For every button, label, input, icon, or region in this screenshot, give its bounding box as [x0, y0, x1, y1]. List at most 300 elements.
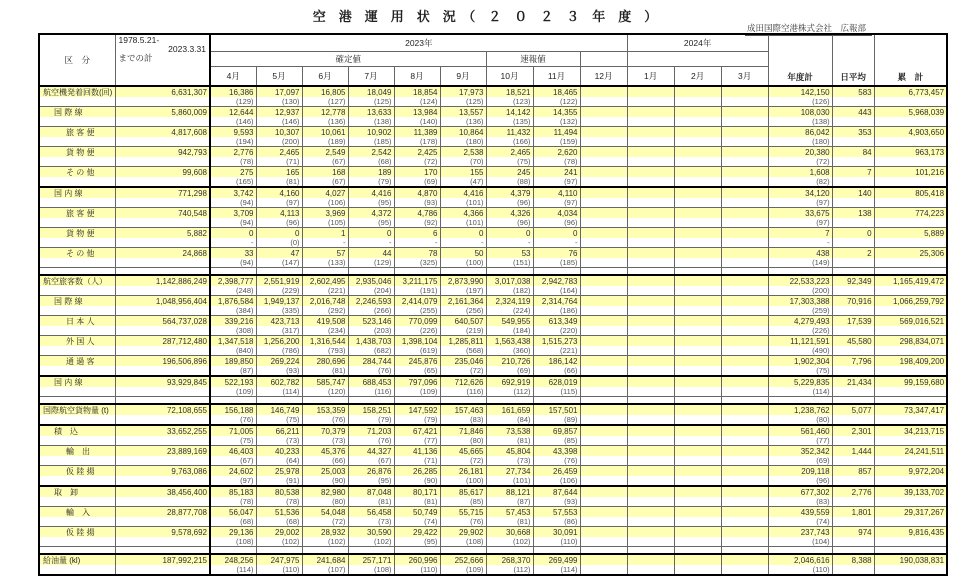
- cell-month-percent: [627, 238, 674, 248]
- cell-month-percent: [674, 565, 721, 575]
- cell-month-value: [627, 86, 674, 97]
- cell-cumulative: 1,066,259,792: [874, 296, 947, 307]
- cell-month-value: [580, 86, 627, 97]
- cell-month-percent: (64): [256, 456, 302, 466]
- cell-month-value: 275: [210, 167, 256, 178]
- cell-period-total: 93,929,845: [115, 376, 210, 387]
- cell-month-percent: (135): [486, 117, 533, 127]
- cell-month-value: [580, 336, 627, 347]
- cell-cumulative: 29,317,267: [874, 507, 947, 518]
- row-label: 国 内 線: [39, 187, 115, 198]
- cell-month-value: 28,932: [302, 527, 348, 538]
- cell-month-percent: (317): [256, 326, 302, 336]
- row-label-blank: [39, 537, 115, 547]
- cell-month-percent: (76): [348, 366, 394, 376]
- cell-month-value: 153,359: [302, 404, 348, 415]
- cell-month-value: [674, 425, 721, 436]
- cell-annual-percent: (75): [768, 366, 832, 376]
- cell-month-value: 13,984: [394, 107, 440, 118]
- cell-month-percent: (120): [302, 387, 348, 397]
- cell-daily-average: 1,801: [832, 507, 874, 518]
- cell-blank: [115, 565, 210, 575]
- cell-annual-total: 86,042: [768, 127, 832, 138]
- cell-month-percent: (100): [440, 258, 486, 268]
- cell-month-value: [674, 404, 721, 415]
- cell-period-total: 6,631,307: [115, 86, 210, 97]
- cell-month-value: [721, 446, 768, 457]
- cell-month-percent: (66): [533, 366, 580, 376]
- separator-cell: [768, 547, 832, 555]
- separator-cell: [394, 268, 440, 276]
- cell-month-percent: [674, 97, 721, 107]
- cell-month-percent: (164): [533, 286, 580, 296]
- cell-annual-percent: (114): [768, 387, 832, 397]
- cell-month-percent: (95): [394, 537, 440, 547]
- row-label-blank: [39, 476, 115, 486]
- cell-month-value: 12,778: [302, 107, 348, 118]
- cell-blank: [115, 286, 210, 296]
- row-label: 貨 物 便: [39, 147, 115, 158]
- cell-month-percent: (87): [210, 366, 256, 376]
- cell-month-percent: (100): [440, 476, 486, 486]
- cell-month-percent: (81): [302, 366, 348, 376]
- cell-annual-percent: (77): [768, 436, 832, 446]
- cell-blank: [874, 238, 947, 248]
- cell-month-value: 2,542: [348, 147, 394, 158]
- cell-month-percent: [674, 198, 721, 208]
- table-row-percent: [39, 517, 947, 527]
- cell-month-value: 4,160: [256, 187, 302, 198]
- cell-blank: [874, 415, 947, 425]
- cell-month-value: 156,188: [210, 404, 256, 415]
- header-month: 4月: [210, 67, 256, 87]
- cell-month-value: 146,749: [256, 404, 302, 415]
- table-row-percent: [39, 456, 947, 466]
- cell-month-value: 25,978: [256, 466, 302, 477]
- cell-month-value: [627, 446, 674, 457]
- cell-month-value: 16,805: [302, 86, 348, 97]
- cell-month-percent: [721, 456, 768, 466]
- cell-month-value: 189: [348, 167, 394, 178]
- cell-month-value: [721, 425, 768, 436]
- cell-month-percent: [580, 157, 627, 167]
- header-category: 区 分: [39, 34, 115, 86]
- cell-month-percent: (136): [302, 117, 348, 127]
- row-label-blank: [39, 565, 115, 575]
- row-label-blank: [39, 97, 115, 107]
- cell-cumulative: 9,816,435: [874, 527, 947, 538]
- cell-month-value: 70,379: [302, 425, 348, 436]
- cell-period-total: 187,992,215: [115, 554, 210, 565]
- cell-month-value: [721, 86, 768, 97]
- cell-month-percent: (72): [440, 456, 486, 466]
- cell-month-value: 44: [348, 248, 394, 259]
- cell-period-total: 4,817,608: [115, 127, 210, 138]
- cell-month-percent: (80): [440, 436, 486, 446]
- cell-month-percent: (110): [256, 565, 302, 575]
- row-label: 航空旅客数（人）: [39, 275, 115, 286]
- cell-month-percent: (256): [440, 306, 486, 316]
- cell-month-percent: (123): [486, 97, 533, 107]
- cell-annual-percent: (82): [768, 177, 832, 187]
- cell-period-total: 740,548: [115, 208, 210, 219]
- cell-month-percent: [627, 137, 674, 147]
- cell-month-percent: (75): [256, 415, 302, 425]
- cell-annual-percent: (74): [768, 517, 832, 527]
- cell-blank: [115, 306, 210, 316]
- cell-annual-total: 17,303,388: [768, 296, 832, 307]
- cell-month-value: 50,749: [394, 507, 440, 518]
- cell-month-value: [674, 296, 721, 307]
- cell-month-percent: [721, 157, 768, 167]
- airport-operations-table: [38, 33, 948, 576]
- cell-month-value: 30,668: [486, 527, 533, 538]
- cell-month-value: [674, 316, 721, 327]
- cell-month-percent: [627, 258, 674, 268]
- cell-month-value: 3,969: [302, 208, 348, 219]
- row-label-blank: [39, 326, 115, 336]
- cell-cumulative: 73,347,417: [874, 404, 947, 415]
- cell-month-value: [721, 228, 768, 239]
- cell-month-percent: (78): [533, 157, 580, 167]
- cell-month-percent: [580, 286, 627, 296]
- cell-annual-percent: (138): [768, 117, 832, 127]
- cell-month-value: 76: [533, 248, 580, 259]
- cell-blank: [832, 497, 874, 507]
- cell-month-percent: (292): [302, 306, 348, 316]
- cell-month-value: 1,876,584: [210, 296, 256, 307]
- cell-daily-average: 140: [832, 187, 874, 198]
- row-label-blank: [39, 517, 115, 527]
- cell-month-value: 1,438,703: [348, 336, 394, 347]
- cell-month-percent: -: [210, 238, 256, 248]
- cell-month-percent: (75): [486, 157, 533, 167]
- cell-month-value: [627, 466, 674, 477]
- cell-daily-average: 1,444: [832, 446, 874, 457]
- row-label-blank: [39, 456, 115, 466]
- cell-blank: [832, 306, 874, 316]
- cell-month-value: 3,709: [210, 208, 256, 219]
- cell-month-value: 9,593: [210, 127, 256, 138]
- cell-month-value: 50: [440, 248, 486, 259]
- cell-period-total: 24,868: [115, 248, 210, 259]
- header-month: 9月: [440, 67, 486, 87]
- cell-month-percent: (101): [440, 198, 486, 208]
- header-blank-2024: [627, 52, 768, 67]
- cell-month-value: 16,386: [210, 86, 256, 97]
- cell-month-percent: (108): [440, 537, 486, 547]
- table-row-percent: [39, 326, 947, 336]
- cell-month-value: 260,996: [394, 554, 440, 565]
- cell-blank: [832, 97, 874, 107]
- cell-month-value: [674, 107, 721, 118]
- cell-month-percent: (76): [348, 436, 394, 446]
- cell-month-value: 10,864: [440, 127, 486, 138]
- cell-month-value: 4,870: [394, 187, 440, 198]
- cell-cumulative: 6,773,457: [874, 86, 947, 97]
- cell-month-percent: (122): [533, 97, 580, 107]
- cell-blank: [115, 456, 210, 466]
- cell-month-value: [721, 376, 768, 387]
- cell-annual-total: 33,675: [768, 208, 832, 219]
- cell-month-percent: (248): [210, 286, 256, 296]
- cell-month-value: [721, 147, 768, 158]
- cell-annual-percent: (180): [768, 137, 832, 147]
- cell-month-percent: [580, 198, 627, 208]
- cell-month-percent: (124): [394, 97, 440, 107]
- row-label: 航空機発着回数(回): [39, 86, 115, 97]
- cell-month-value: 628,019: [533, 376, 580, 387]
- cell-month-percent: (682): [348, 346, 394, 356]
- cell-month-value: 55,715: [440, 507, 486, 518]
- cell-month-value: 14,142: [486, 107, 533, 118]
- cell-cumulative: 101,216: [874, 167, 947, 178]
- cell-month-percent: (78): [256, 497, 302, 507]
- cell-annual-total: 20,380: [768, 147, 832, 158]
- cell-month-percent: (81): [486, 517, 533, 527]
- cell-daily-average: 2,776: [832, 486, 874, 497]
- row-label-blank: [39, 387, 115, 397]
- cell-month-value: 4,786: [394, 208, 440, 219]
- cell-cumulative: 198,409,200: [874, 356, 947, 367]
- cell-month-value: 14,355: [533, 107, 580, 118]
- cell-month-percent: (101): [486, 476, 533, 486]
- cell-month-percent: (147): [256, 258, 302, 268]
- cell-month-percent: (72): [440, 366, 486, 376]
- cell-month-value: [674, 167, 721, 178]
- cell-month-percent: (95): [348, 198, 394, 208]
- cell-month-percent: (102): [256, 537, 302, 547]
- cell-month-percent: [627, 306, 674, 316]
- header-preliminary: 速報値: [486, 52, 580, 67]
- cell-blank: [832, 258, 874, 268]
- cell-month-percent: [674, 238, 721, 248]
- cell-month-value: [627, 336, 674, 347]
- cell-month-percent: [674, 218, 721, 228]
- cell-month-percent: -: [440, 238, 486, 248]
- cell-annual-total: 34,120: [768, 187, 832, 198]
- table-row-percent: [39, 198, 947, 208]
- cell-month-value: 45,665: [440, 446, 486, 457]
- cell-month-value: [721, 275, 768, 286]
- cell-period-total: 9,578,692: [115, 527, 210, 538]
- cell-month-percent: (67): [302, 157, 348, 167]
- cell-month-value: 2,873,990: [440, 275, 486, 286]
- cell-blank: [874, 476, 947, 486]
- separator-cell: [768, 268, 832, 276]
- table-row: [39, 147, 947, 158]
- cell-month-percent: (90): [302, 476, 348, 486]
- cell-month-percent: (67): [302, 177, 348, 187]
- cell-month-value: [627, 147, 674, 158]
- cell-month-percent: (85): [533, 436, 580, 446]
- cell-month-value: 17,097: [256, 86, 302, 97]
- cell-annual-total: 561,460: [768, 425, 832, 436]
- cell-month-value: [627, 208, 674, 219]
- cell-month-percent: (84): [486, 415, 533, 425]
- cell-month-percent: [580, 366, 627, 376]
- cell-month-value: 43,398: [533, 446, 580, 457]
- cell-month-value: [580, 507, 627, 518]
- cell-month-percent: (197): [440, 286, 486, 296]
- cell-blank: [874, 497, 947, 507]
- cell-month-percent: [580, 436, 627, 446]
- cell-month-value: 4,366: [440, 208, 486, 219]
- cell-month-percent: (151): [486, 258, 533, 268]
- cell-month-value: 29,136: [210, 527, 256, 538]
- cell-month-percent: (115): [533, 387, 580, 397]
- cell-annual-percent: (69): [768, 456, 832, 466]
- cell-month-value: [674, 187, 721, 198]
- separator-cell: [486, 547, 533, 555]
- cell-month-value: [580, 466, 627, 477]
- header-month: 2月: [674, 67, 721, 87]
- cell-month-percent: (90): [394, 476, 440, 486]
- cell-month-value: [674, 275, 721, 286]
- table-row-percent: [39, 387, 947, 397]
- cell-blank: [874, 306, 947, 316]
- separator-cell: [39, 547, 115, 555]
- row-label: 仮 陸 揚: [39, 466, 115, 477]
- separator-cell: [302, 397, 348, 405]
- cell-month-value: 2,935,046: [348, 275, 394, 286]
- row-label-blank: [39, 366, 115, 376]
- cell-month-percent: (71): [394, 456, 440, 466]
- table-row-percent: [39, 497, 947, 507]
- cell-month-percent: (102): [348, 537, 394, 547]
- cell-blank: [874, 218, 947, 228]
- cell-month-value: 189,850: [210, 356, 256, 367]
- cell-annual-total: 438: [768, 248, 832, 259]
- cell-month-value: 3,211,175: [394, 275, 440, 286]
- cell-month-value: 2,602,495: [302, 275, 348, 286]
- cell-daily-average: 45,580: [832, 336, 874, 347]
- cell-month-value: [580, 486, 627, 497]
- cell-month-percent: (97): [256, 198, 302, 208]
- cell-month-percent: [627, 517, 674, 527]
- cell-month-value: [627, 554, 674, 565]
- cell-month-percent: [674, 346, 721, 356]
- cell-month-value: 1,256,200: [256, 336, 302, 347]
- cell-daily-average: 92,349: [832, 275, 874, 286]
- cell-month-percent: (204): [348, 286, 394, 296]
- header-month: 6月: [302, 67, 348, 87]
- cell-month-percent: [674, 326, 721, 336]
- cell-period-total: 38,456,400: [115, 486, 210, 497]
- row-label: 国 際 線: [39, 107, 115, 118]
- separator-cell: [348, 268, 394, 276]
- cell-blank: [832, 326, 874, 336]
- cell-month-value: 80,171: [394, 486, 440, 497]
- cell-month-value: 4,416: [348, 187, 394, 198]
- cell-period-total: 942,793: [115, 147, 210, 158]
- cell-month-percent: (136): [440, 117, 486, 127]
- cell-month-value: 1,316,544: [302, 336, 348, 347]
- cell-month-value: 11,494: [533, 127, 580, 138]
- cell-month-value: 241: [533, 167, 580, 178]
- page-title: 空 港 運 用 状 況 （ ２ ０ ２ ３ 年 度 ）: [312, 9, 658, 24]
- cell-month-value: 613,349: [533, 316, 580, 327]
- cell-month-percent: (67): [348, 456, 394, 466]
- cell-annual-total: 439,559: [768, 507, 832, 518]
- table-header: [39, 34, 947, 86]
- cell-month-value: 419,508: [302, 316, 348, 327]
- cell-blank: [832, 366, 874, 376]
- cell-month-value: 280,696: [302, 356, 348, 367]
- cell-blank: [874, 517, 947, 527]
- cell-blank: [832, 218, 874, 228]
- table-row: [39, 356, 947, 367]
- cell-annual-total: 5,229,835: [768, 376, 832, 387]
- cell-month-percent: (81): [256, 177, 302, 187]
- cell-blank: [874, 537, 947, 547]
- cell-annual-percent: (110): [768, 565, 832, 575]
- header-period-total: [115, 34, 210, 86]
- header-year-2024: 2024年: [627, 34, 768, 52]
- row-label-blank: [39, 346, 115, 356]
- cell-month-percent: (125): [440, 97, 486, 107]
- cell-month-value: [721, 404, 768, 415]
- cell-month-value: 67,421: [394, 425, 440, 436]
- table-row: [39, 466, 947, 477]
- cell-month-percent: [580, 97, 627, 107]
- separator-cell: [115, 547, 210, 555]
- cell-month-value: 157,463: [440, 404, 486, 415]
- cell-daily-average: 0: [832, 228, 874, 239]
- table-row-percent: [39, 137, 947, 147]
- cell-month-percent: (85): [440, 497, 486, 507]
- cell-blank: [832, 238, 874, 248]
- cell-month-percent: [627, 97, 674, 107]
- cell-month-percent: (106): [533, 476, 580, 486]
- cell-month-percent: [721, 497, 768, 507]
- cell-month-value: 247,975: [256, 554, 302, 565]
- cell-month-value: [580, 446, 627, 457]
- cell-month-percent: (102): [302, 537, 348, 547]
- cell-month-value: [721, 466, 768, 477]
- cell-month-value: 2,161,364: [440, 296, 486, 307]
- cell-month-value: 56,047: [210, 507, 256, 518]
- cell-cumulative: 99,159,680: [874, 376, 947, 387]
- cell-blank: [874, 157, 947, 167]
- cell-month-value: 18,854: [394, 86, 440, 97]
- cell-month-percent: (96): [486, 198, 533, 208]
- cell-month-percent: [674, 177, 721, 187]
- header-blank-dec: [580, 52, 627, 67]
- table-row: [39, 275, 947, 286]
- cell-cumulative: 774,223: [874, 208, 947, 219]
- cell-month-value: 241,684: [302, 554, 348, 565]
- cell-month-percent: (266): [348, 306, 394, 316]
- separator-cell: [394, 547, 440, 555]
- cell-month-value: [721, 507, 768, 518]
- cell-month-percent: (69): [394, 177, 440, 187]
- cell-cumulative: 25,306: [874, 248, 947, 259]
- cell-month-value: 2,538: [440, 147, 486, 158]
- cell-month-percent: (96): [486, 218, 533, 228]
- cell-month-value: 30,590: [348, 527, 394, 538]
- cell-month-value: 688,453: [348, 376, 394, 387]
- cell-month-value: 26,285: [394, 466, 440, 477]
- cell-period-total: 9,763,086: [115, 466, 210, 477]
- cell-blank: [832, 157, 874, 167]
- cell-month-percent: [627, 456, 674, 466]
- cell-daily-average: 70,916: [832, 296, 874, 307]
- cell-month-percent: (109): [440, 565, 486, 575]
- cell-month-value: [580, 208, 627, 219]
- cell-month-percent: (793): [302, 346, 348, 356]
- cell-month-value: 2,551,919: [256, 275, 302, 286]
